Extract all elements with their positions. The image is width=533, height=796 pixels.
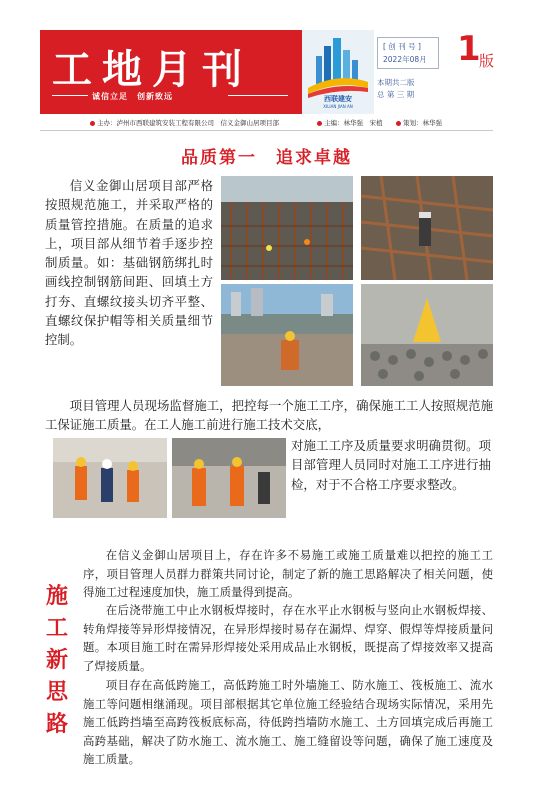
slogan-rule-left [52, 95, 88, 96]
side-title-char: 思 [45, 679, 68, 705]
side-title-char: 工 [45, 615, 68, 641]
slogan-rule-right [228, 95, 288, 96]
side-title-char: 施 [45, 583, 68, 609]
section-side-title [43, 580, 71, 740]
article-headline: 品质第一 追求卓越 [181, 148, 352, 168]
photo-compaction [221, 284, 353, 386]
bullet-icon [317, 121, 322, 126]
masthead-red-panel [40, 30, 302, 114]
page-unit: 版 [479, 52, 495, 70]
issue-label: [ 创 刊 号 ] [383, 42, 421, 51]
issue-info [377, 30, 493, 114]
side-title-char: 新 [45, 647, 68, 673]
article-paragraph-2: 项目管理人员现场监督施工，把控每一个施工工序，确保施工工人按照规范施工保证施工质量。在工人施工前进行施工技术交底， [45, 398, 493, 433]
logo-subtext: XILIAN JIAN AN [323, 104, 353, 109]
edition-line-1: 本期共二版 [377, 78, 415, 87]
credit-planner [396, 118, 442, 127]
credits-bar [40, 116, 493, 131]
masthead-title: 工地月刊 [52, 47, 252, 93]
photo-tech-briefing-2 [172, 438, 286, 518]
photo-tech-briefing-1 [53, 438, 167, 518]
section2-paragraph-2: 在后浇带施工中止水钢板焊接时，存在水平止水钢板与竖向止水钢板焊接、转角焊接等异形焊接情况，在异形焊接时易存在漏焊、焊穿、假焊等焊接质量问题。本项目施工时在需异形焊接处采用成品止水钢板，既提高了焊接效率又提高了焊接质量。 [83, 603, 493, 673]
photo-rebar-caps [361, 284, 493, 386]
photo-rebar-closeup [361, 176, 493, 280]
credit-sponsor [90, 118, 279, 127]
credit-planner-text: 策划：林华强 [403, 119, 442, 127]
page-number: 1 [457, 29, 481, 69]
company-logo [302, 30, 374, 114]
article-paragraph-1: 信义金御山居项目部严格按照规范施工，并采取严格的质量管控措施。在质量的追求上，项目部从细节着手逐步控制质量。如：基础钢筋绑扎时画线控制钢筋间距、回填土方打夯、直螺纹接头切齐平整、直螺纹保护帽等相关质量细节控制。 [45, 178, 213, 348]
section2-paragraph-3: 项目存在高低跨施工，高低跨施工时外墙施工、防水施工、筏板施工、流水施工等问题相继涌现。项目部根据其它单位施工经验结合现场实际情况，采用先施工低跨挡墙至高跨筏板底标高，待低跨挡墙防水施工、土方回填完成后再施工高跨基础，解决了防水施工、流水施工、施工缝留设等问题，确保了施工速度及施工质量。 [83, 678, 493, 766]
side-title-char: 路 [45, 711, 68, 737]
bullet-icon [396, 121, 401, 126]
credit-sponsor-text: 主办：泸州市西联建筑安装工程有限公司 信义金御山居项目部 [97, 119, 279, 127]
bullet-icon [90, 121, 95, 126]
logo-text: 西联建安 [324, 95, 352, 103]
edition-line-2: 总 第 三 期 [377, 90, 415, 99]
photo-rebar-site [221, 176, 353, 280]
credit-editor [317, 118, 383, 127]
issue-date: 2022年08月 [383, 55, 427, 64]
credit-editor-text: 主编：林华强 宋植 [324, 119, 383, 127]
article-paragraph-2-continued: 对施工工序及质量要求明确贯彻。项目部管理人员同时对施工工序进行抽检，对于不合格工序要求整改。 [291, 438, 491, 492]
masthead [40, 30, 493, 114]
issue-box [377, 37, 439, 69]
masthead-slogan: 诚信立足 创新致远 [92, 91, 173, 101]
section2-paragraph-1: 在信义金御山居项目上，存在许多不易施工或施工质量难以把控的施工工序，项目管理人员群力群策共同讨论，制定了新的施工思路解决了相关问题，使得施工过程速度加快，施工质量得到提高。 [83, 548, 493, 599]
